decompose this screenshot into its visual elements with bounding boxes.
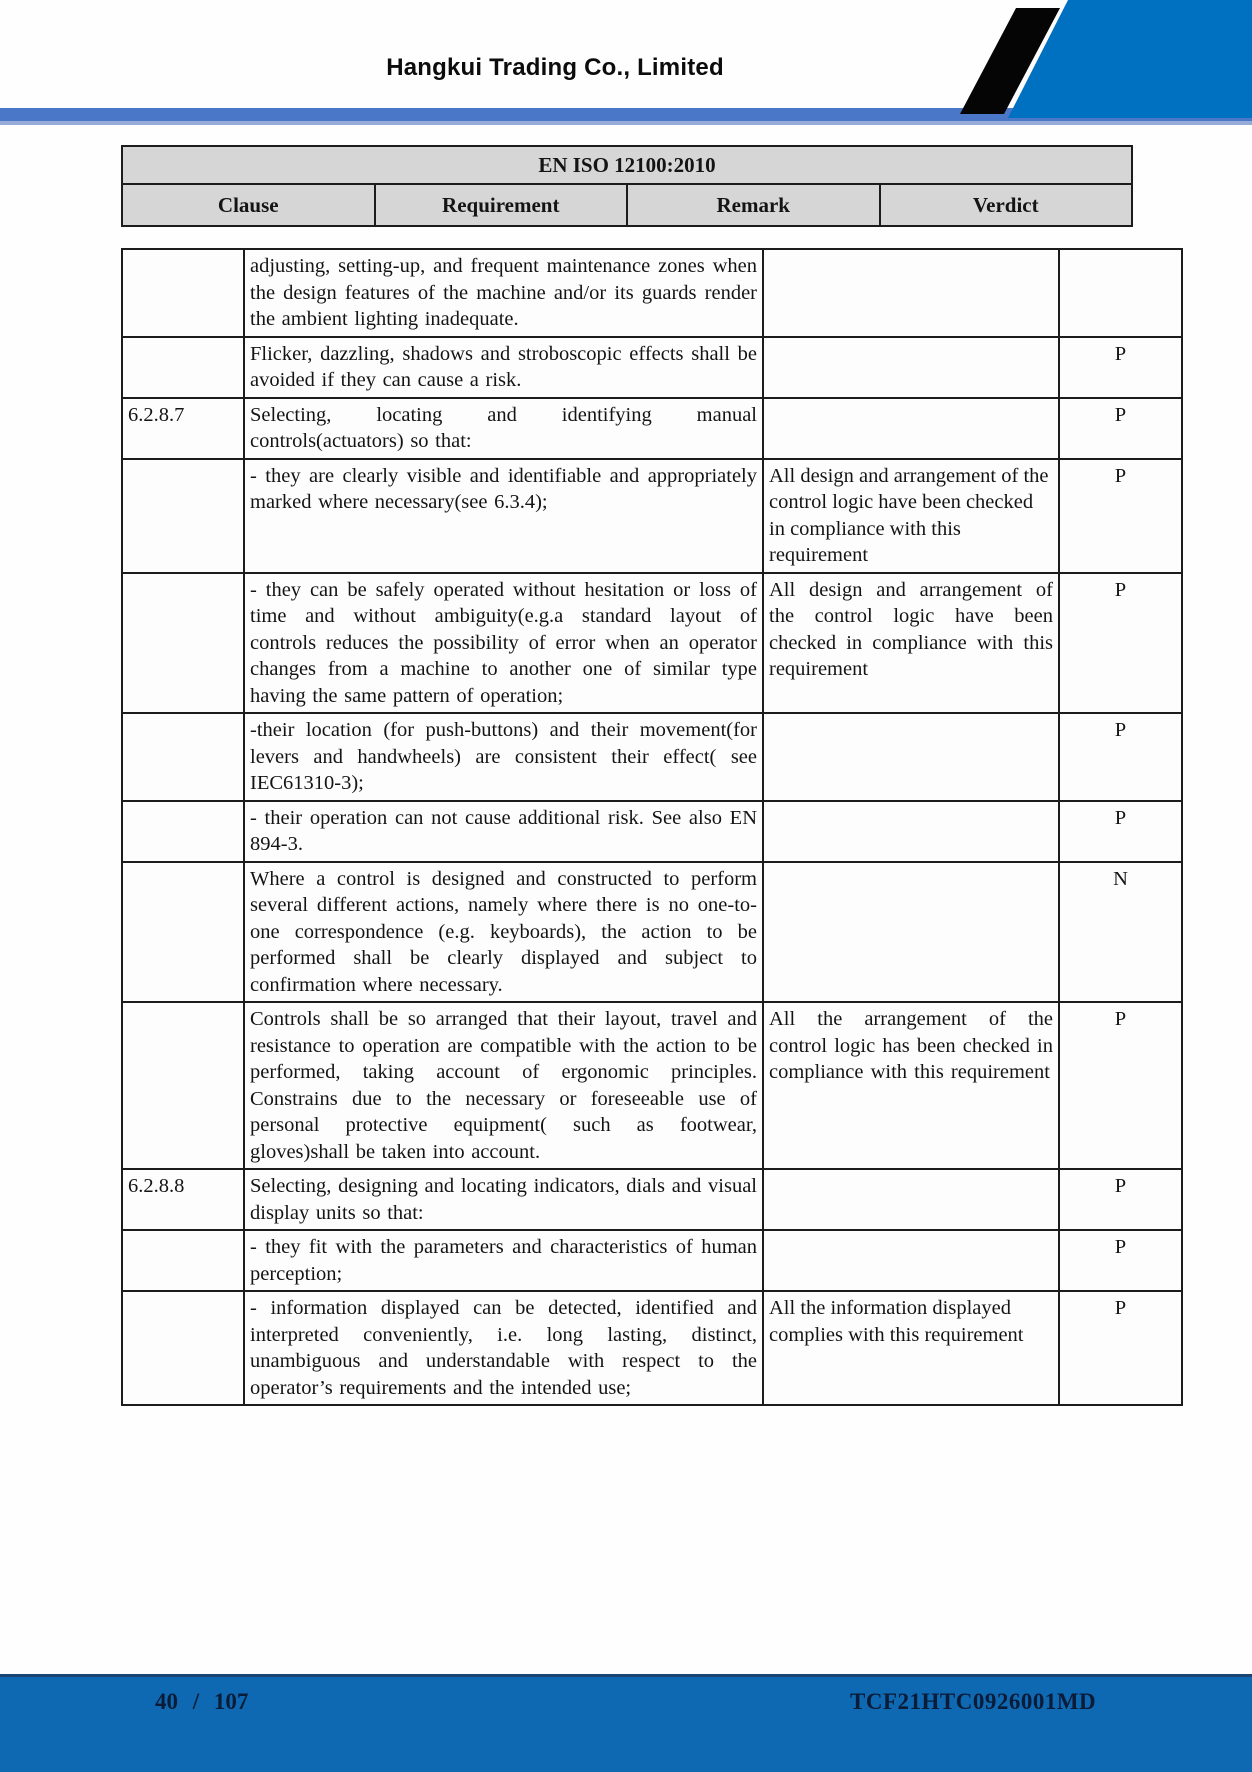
clause-cell: [122, 1230, 244, 1291]
standard-header-table: [121, 145, 1133, 227]
remark-cell: All the information displayed complies with this requirement: [763, 1291, 1059, 1405]
table-row: [122, 1002, 1182, 1169]
verdict-cell: P: [1059, 1291, 1182, 1405]
footer-bar: [0, 1674, 1252, 1772]
standard-title: EN ISO 12100:2010: [122, 146, 1132, 184]
table-row: [122, 249, 1182, 337]
remark-cell: All design and arrangement of the control logic have been checked in compliance with this requirement: [763, 459, 1059, 573]
verdict-cell: P: [1059, 801, 1182, 862]
verdict-cell: P: [1059, 1230, 1182, 1291]
requirement-cell: - they fit with the parameters and characteristics of human perception;: [244, 1230, 763, 1291]
standard-title-row: [122, 146, 1132, 184]
requirement-cell: - they can be safely operated without hesitation or loss of time and without ambiguity(e.g.a standard layout of controls reduces the possibility of error when an operator changes from a machine to another one of similar type having the same pattern of operation;: [244, 573, 763, 714]
requirements-table: [121, 248, 1183, 1406]
table-row: [122, 459, 1182, 573]
column-header-requirement: Requirement: [375, 184, 628, 226]
table-row: [122, 801, 1182, 862]
remark-cell: [763, 398, 1059, 459]
table-row: [122, 862, 1182, 1003]
verdict-cell: P: [1059, 573, 1182, 714]
column-header-remark: Remark: [627, 184, 880, 226]
requirement-cell: - they are clearly visible and identifiable and appropriately marked where necessary(see 6.3.4);: [244, 459, 763, 573]
table-row: [122, 1291, 1182, 1405]
page-number: 40 / 107: [155, 1689, 249, 1714]
clause-cell: [122, 459, 244, 573]
table-row: [122, 1230, 1182, 1291]
clause-cell: 6.2.8.8: [122, 1169, 244, 1230]
requirement-cell: Selecting, locating and identifying manual controls(actuators) so that:: [244, 398, 763, 459]
company-title: Hangkui Trading Co., Limited: [386, 54, 724, 81]
verdict-cell: P: [1059, 1169, 1182, 1230]
clause-cell: [122, 1291, 244, 1405]
remark-cell: [763, 801, 1059, 862]
clause-cell: [122, 249, 244, 337]
remark-cell: [763, 1169, 1059, 1230]
verdict-cell: P: [1059, 337, 1182, 398]
requirement-cell: Where a control is designed and constructed to perform several different actions, namely where there is no one-to-one correspondence (e.g. keyboards), the action to be performed shall be clearly displayed and subject to confirmation where necessary.: [244, 862, 763, 1003]
clause-cell: 6.2.8.7: [122, 398, 244, 459]
document-code: TCF21HTC0926001MD: [850, 1689, 1097, 1714]
verdict-cell: P: [1059, 398, 1182, 459]
header-bar-accent: [0, 121, 1252, 125]
verdict-cell: [1059, 249, 1182, 337]
clause-cell: [122, 573, 244, 714]
table-row: [122, 1169, 1182, 1230]
clause-cell: [122, 862, 244, 1003]
requirement-cell: adjusting, setting-up, and frequent maintenance zones when the design features of the machine and/or its guards render the ambient lighting inadequate.: [244, 249, 763, 337]
clause-cell: [122, 713, 244, 801]
table-row: [122, 398, 1182, 459]
verdict-cell: P: [1059, 459, 1182, 573]
clause-cell: [122, 801, 244, 862]
requirement-cell: Selecting, designing and locating indicators, dials and visual display units so that:: [244, 1169, 763, 1230]
remark-cell: [763, 713, 1059, 801]
clause-cell: [122, 337, 244, 398]
verdict-cell: P: [1059, 1002, 1182, 1169]
column-header-verdict: Verdict: [880, 184, 1133, 226]
verdict-cell: N: [1059, 862, 1182, 1003]
requirement-cell: - information displayed can be detected, identified and interpreted conveniently, i.e. long lasting, distinct, unambiguous and understandable with respect to the operator’s requirements and the intended use;: [244, 1291, 763, 1405]
requirement-cell: Controls shall be so arranged that their layout, travel and resistance to operation are compatible with the action to be performed, taking account of ergonomic principles. Constrains due to the necessary or foreseeable use of personal protective equipment( such as footwear, gloves)shall be taken into account.: [244, 1002, 763, 1169]
clause-cell: [122, 1002, 244, 1169]
remark-cell: All design and arrangement of the control logic have been checked in compliance with this requirement: [763, 573, 1059, 714]
remark-cell: [763, 1230, 1059, 1291]
requirement-cell: -their location (for push-buttons) and their movement(for levers and handwheels) are consistent their effect( see IEC61310-3);: [244, 713, 763, 801]
requirement-cell: Flicker, dazzling, shadows and stroboscopic effects shall be avoided if they can cause a risk.: [244, 337, 763, 398]
requirement-cell: - their operation can not cause additional risk. See also EN 894-3.: [244, 801, 763, 862]
table-row: [122, 573, 1182, 714]
remark-cell: [763, 337, 1059, 398]
column-header-row: [122, 184, 1132, 226]
remark-cell: [763, 862, 1059, 1003]
remark-cell: [763, 249, 1059, 337]
verdict-cell: P: [1059, 713, 1182, 801]
table-row: [122, 337, 1182, 398]
column-header-clause: Clause: [122, 184, 375, 226]
table-row: [122, 713, 1182, 801]
remark-cell: All the arrangement of the control logic has been checked in compliance with this requirement: [763, 1002, 1059, 1169]
